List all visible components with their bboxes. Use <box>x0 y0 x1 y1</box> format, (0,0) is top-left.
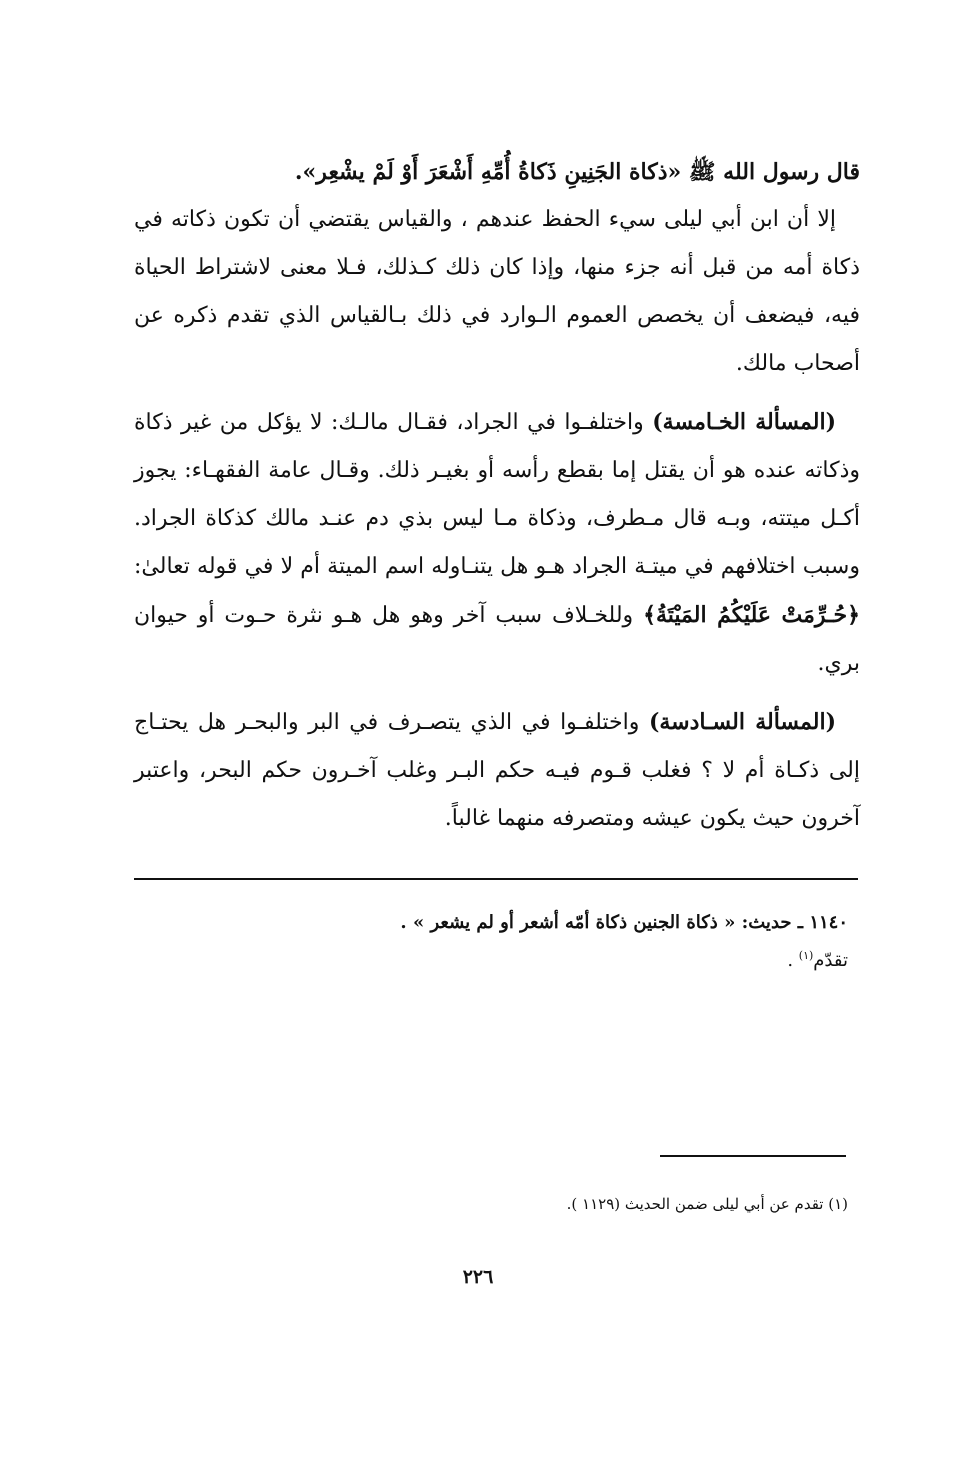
main-divider-line <box>134 878 858 880</box>
takhrij-hadith-line <box>148 904 848 942</box>
takhrij-number: ١١٤٠ ـ حديث: <box>741 912 848 933</box>
main-text-block <box>134 148 860 853</box>
sixth-issue-heading: (المسألة السـادسة) <box>648 709 836 735</box>
takhrij-note-line <box>148 942 848 980</box>
takhrij-hadith-text: « ذكاة الجنين ذكاة أمّه أشعر أو لم يشعر » . <box>400 912 742 933</box>
sixth-issue-text: واختلفـوا في الذي يتصـرف في البر والبحـر هل يحتـاج إلى ذكـاة أم لا ؟ فغلب قـوم فيـه حكم البـر وغلب آخـرون حكم البحر، واعتبر آخرون حيث يكون عيشه ومتصرفه منهما غالباً. <box>134 710 860 831</box>
hadith-quote-line: قال رسول الله ﷺ «ذكاة الجَنِينِ ذَكاةُ أُمِّهِ أَشْعَرَ أَوْ لَمْ يشْعِر». <box>294 159 860 185</box>
footnote-text: (١) تقدم عن أبي ليلى ضمن الحديث (١١٢٩ ). <box>566 1195 848 1213</box>
paragraph-ibn-abi-layla: إلا أن ابن أبي ليلى سيء الحفظ عندهم ، والقياس يقتضي أن تكون ذكاته في ذكاة أمه من قبل أنه جزء منها، وإذا كان ذلك كـذلك، فـلا معنى لاشتراط الحياة فيه، فيضعف أن يخصص العموم الـوارد في ذلك بـالقياس الذي تقدم ذكره عن أصحاب مالك. <box>134 207 860 376</box>
footnote-divider-line <box>660 1155 846 1157</box>
takhrij-note-end: . <box>787 950 799 971</box>
paragraph-fifth-issue <box>134 398 860 688</box>
footnote-reference: (١) <box>798 949 814 962</box>
fifth-issue-text-a: واختلفـوا في الجراد، فقـال مالـك: لا يؤكل من غير ذكاة وذكاته عنده هو أن يقتل إما بقطع رأسه أو بغيـر ذلك. وقـال عامة الفقهـاء: يجوز أكـل ميتته، وبـه قال مـطرف، وذكاة مـا ليس بذي دم عنـد مالك كذكاة الجراد. وسبب اختلافهم في ميتـة الجراد هـو هل يتنـاوله اسم الميتة أم لا في قوله تعالىٰ: <box>134 410 860 579</box>
page-number: ٢٢٦ <box>462 1266 494 1288</box>
quran-verse: ﴿حُـرِّمَتْ عَلَيْكُمُ المَيْتَةُ﴾ <box>643 602 860 628</box>
fifth-issue-heading: (المسألة الخـامسة) <box>652 409 836 435</box>
fifth-issue-text-b: وللخـلاف سبب آخر وهو هل هـو نثرة حـوت أو حيوان بري. <box>134 603 860 676</box>
paragraph-sixth-issue <box>134 698 860 843</box>
takhrij-block <box>148 904 848 980</box>
takhrij-note: تقدّم <box>813 950 848 971</box>
